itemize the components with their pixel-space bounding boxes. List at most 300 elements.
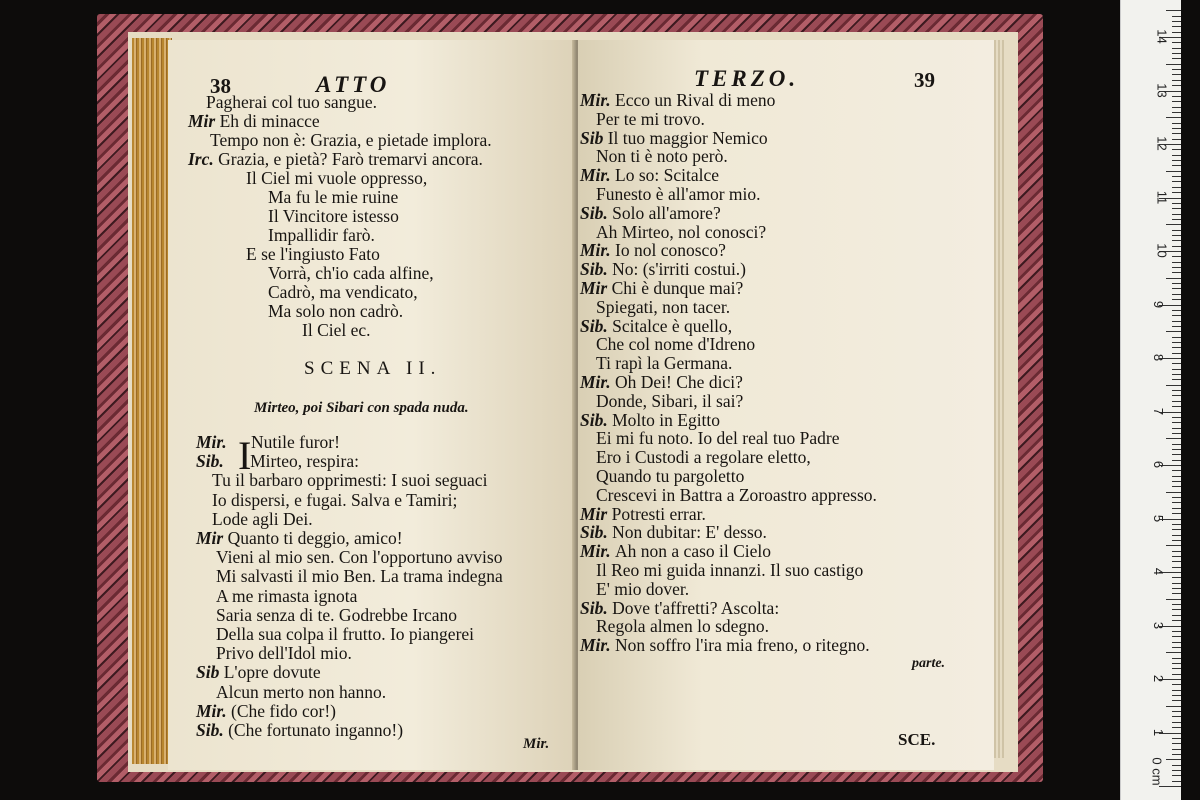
ruler-tick	[1172, 449, 1181, 450]
line-text: Il Ciel ec.	[302, 320, 371, 340]
ruler-tick	[1172, 272, 1181, 273]
verse-line	[580, 316, 732, 336]
drop-cap: I	[238, 433, 252, 478]
ruler-tick	[1172, 513, 1181, 514]
verse-line	[216, 605, 457, 625]
verse-line	[580, 259, 746, 279]
line-text: Spiegati, non tacer.	[596, 296, 731, 317]
verse-line	[246, 168, 427, 188]
speaker-label: Mir.	[580, 240, 616, 261]
speaker-label: Mir.	[580, 541, 616, 562]
ruler-tick	[1172, 123, 1181, 124]
ruler-tick	[1172, 53, 1181, 54]
ruler-label: 9	[1151, 300, 1167, 308]
ruler-tick	[1172, 267, 1181, 268]
line-text: Non soffro l'ira mia freno, o ritegno.	[615, 635, 870, 656]
verse-line	[596, 447, 811, 467]
verse-line	[302, 320, 371, 340]
line-text: Il Vincitore istesso	[268, 206, 399, 226]
line-text: Pagherai col tuo sangue.	[206, 92, 378, 112]
left-page	[168, 40, 576, 770]
verse-line	[196, 432, 340, 452]
line-text: Donde, Sibari, il sai?	[596, 390, 744, 411]
verse-line	[596, 391, 743, 411]
line-text: Della sua colpa il frutto. Io piangerei	[216, 624, 475, 644]
ruler-label: 14	[1154, 29, 1170, 44]
ruler-tick	[1172, 262, 1181, 263]
ruler-tick	[1172, 246, 1181, 247]
line-text: Ma fu le mie ruine	[268, 187, 399, 207]
line-text: Quanto ti deggio, amico!	[227, 528, 403, 548]
ruler-tick	[1172, 588, 1181, 589]
verse-line	[596, 428, 839, 448]
ruler-tick	[1172, 770, 1181, 771]
speaker-label: Sib	[196, 662, 224, 683]
exit-direction: parte.	[912, 656, 946, 671]
line-text: Ei mi fu noto. Io del real tuo Padre	[596, 428, 840, 449]
line-text: Non dubitar: E' desso.	[612, 522, 767, 543]
speaker-label: Sib.	[580, 522, 613, 543]
ruler-tick	[1172, 256, 1181, 257]
ruler-tick	[1172, 326, 1181, 327]
verse-line	[596, 485, 877, 505]
scene-title: SCENA II.	[304, 358, 442, 379]
ruler-tick	[1172, 722, 1181, 723]
speaker-label: Mir	[196, 528, 228, 548]
verse-line	[596, 466, 744, 486]
ruler-tick	[1172, 26, 1181, 27]
ruler-tick	[1166, 385, 1181, 386]
line-text: Per te mi trovo.	[596, 108, 705, 129]
verse-line	[596, 560, 863, 580]
ruler-tick	[1172, 727, 1181, 728]
ruler-tick	[1172, 155, 1181, 156]
ruler-tick	[1166, 171, 1181, 172]
ruler-tick	[1172, 85, 1181, 86]
ruler-tick	[1172, 775, 1181, 776]
ruler-label: 2	[1151, 674, 1167, 683]
verse-line	[268, 225, 375, 245]
ruler-tick	[1172, 406, 1181, 407]
ruler-tick	[1172, 192, 1181, 193]
verse-line	[580, 278, 743, 298]
speaker-label: Mir	[188, 111, 220, 131]
ruler-tick	[1172, 765, 1181, 766]
ruler-tick	[1172, 149, 1181, 150]
line-text: Mi salvasti il mio Ben. La trama indegna	[216, 566, 503, 587]
running-head: TERZO.	[694, 66, 800, 91]
ruler-tick	[1172, 524, 1181, 525]
verse-line	[596, 222, 766, 242]
ruler-tick	[1172, 283, 1181, 284]
verse-line	[596, 616, 769, 636]
ruler-tick	[1166, 599, 1181, 600]
ruler-tick	[1172, 16, 1181, 17]
ruler-tick	[1172, 390, 1181, 391]
ruler-label: 6	[1151, 460, 1167, 469]
line-text: Crescevi in Battra a Zoroastro appresso.	[596, 484, 877, 505]
ruler-tick	[1172, 96, 1181, 97]
ruler-tick	[1172, 535, 1181, 536]
verse-line	[580, 541, 771, 561]
ruler-tick	[1172, 160, 1181, 161]
verse-line	[580, 90, 775, 110]
verse-line	[580, 128, 768, 148]
ruler-tick	[1172, 219, 1181, 220]
line-text: Saria senza di te. Godrebbe Ircano	[216, 604, 458, 625]
line-text: Oh Dei! Che dici?	[615, 372, 743, 392]
ruler-tick	[1172, 631, 1181, 632]
line-text: Cadrò, ma vendicato,	[268, 282, 418, 302]
line-text: E se l'ingiusto Fato	[246, 244, 380, 264]
ruler-tick	[1172, 401, 1181, 402]
ruler-tick	[1172, 337, 1181, 338]
ruler-tick	[1166, 706, 1181, 707]
line-text: Tu il barbaro opprimesti: I suoi seguaci	[212, 470, 488, 491]
verse-line	[216, 586, 357, 606]
line-text: E' mio dover.	[596, 578, 690, 599]
ruler-tick	[1166, 331, 1181, 332]
ruler-tick	[1172, 754, 1181, 755]
ruler-tick	[1172, 540, 1181, 541]
line-text: No: (s'irriti costui.)	[612, 259, 747, 280]
ruler-tick	[1172, 69, 1181, 70]
verse-line	[580, 410, 720, 430]
ruler-tick	[1172, 700, 1181, 701]
verse-line	[196, 720, 403, 740]
measuring-ruler	[1120, 0, 1181, 800]
ruler-tick	[1172, 230, 1181, 231]
ruler-tick	[1172, 203, 1181, 204]
ruler-tick	[1172, 347, 1181, 348]
ruler-tick	[1172, 476, 1181, 477]
ruler-tick	[1172, 342, 1181, 343]
ruler-tick	[1172, 593, 1181, 594]
ruler-tick	[1166, 10, 1181, 11]
ruler-tick	[1172, 609, 1181, 610]
ruler-tick	[1166, 64, 1181, 65]
ruler-tick	[1172, 21, 1181, 22]
ruler-tick	[1172, 567, 1181, 568]
line-text: Chi è dunque mai?	[611, 278, 744, 298]
ruler-tick	[1166, 759, 1181, 760]
line-text: Funesto è all'amor mio.	[596, 184, 761, 204]
line-text: Non ti è noto però.	[596, 146, 728, 167]
verse-line	[216, 566, 503, 586]
line-text: Il Ciel mi vuole oppresso,	[246, 168, 428, 188]
verse-line	[268, 263, 434, 283]
ruler-tick	[1172, 481, 1181, 482]
verse-line	[212, 490, 457, 510]
ruler-tick	[1172, 690, 1181, 691]
ruler-tick	[1172, 781, 1181, 782]
page-number: 38	[210, 74, 231, 98]
ruler-tick	[1172, 299, 1181, 300]
verse-line	[580, 635, 870, 655]
ruler-tick	[1172, 321, 1181, 322]
line-text: Grazia, e pietà? Farò tremarvi ancora.	[218, 149, 483, 169]
verse-line	[216, 624, 474, 644]
verse-line	[596, 297, 730, 317]
verse-line	[196, 528, 403, 548]
ruler-tick	[1172, 577, 1181, 578]
ruler-tick	[1172, 422, 1181, 423]
speaker-label: Mir.	[580, 165, 616, 186]
speaker-label: Mir.	[580, 372, 616, 392]
ruler-tick	[1172, 240, 1181, 241]
line-text: Io nol conosco?	[615, 240, 726, 261]
line-text: Molto in Egitto	[612, 409, 721, 430]
ruler-label: 12	[1154, 136, 1170, 151]
ruler-tick	[1172, 658, 1181, 659]
ruler-tick	[1172, 369, 1181, 370]
line-text: Ah non a caso il Cielo	[615, 541, 772, 562]
line-text: Quando tu pargoletto	[596, 466, 745, 486]
verse-line	[580, 504, 706, 524]
ruler-tick	[1172, 743, 1181, 744]
verse-line	[580, 598, 779, 618]
ruler-tick	[1172, 508, 1181, 509]
ruler-tick	[1172, 133, 1181, 134]
ruler-label: 8	[1151, 353, 1167, 362]
line-text: Privo dell'Idol mio.	[216, 643, 352, 664]
line-text: Ero i Custodi a regolare eletto,	[596, 447, 811, 468]
line-text: (Che fortunato inganno!)	[228, 720, 404, 740]
verse-line	[596, 146, 728, 166]
speaker-label: Mir	[580, 503, 612, 524]
ruler-tick	[1172, 288, 1181, 289]
ruler-tick	[1172, 454, 1181, 455]
ruler-label: 10	[1154, 243, 1170, 258]
ruler-tick	[1172, 551, 1181, 552]
verse-line	[196, 662, 321, 682]
line-text: Alcun merto non hanno.	[216, 681, 387, 702]
ruler-tick	[1172, 214, 1181, 215]
ruler-tick	[1172, 379, 1181, 380]
verse-line	[216, 643, 352, 663]
ruler-tick	[1172, 176, 1181, 177]
line-text: A me rimasta ignota	[216, 585, 358, 606]
ruler-tick	[1172, 497, 1181, 498]
line-text: Nutile furor!	[251, 432, 340, 452]
line-text: Scitalce è quello,	[612, 315, 733, 336]
ruler-tick	[1172, 604, 1181, 605]
page-number: 39	[914, 68, 935, 92]
ruler-label: 4	[1151, 567, 1167, 576]
ruler-tick	[1172, 663, 1181, 664]
verse-line	[188, 111, 320, 131]
ruler-tick	[1172, 58, 1181, 59]
right-page	[578, 40, 994, 770]
ruler-label: 3	[1151, 621, 1167, 629]
ruler-tick	[1172, 695, 1181, 696]
line-text: Solo all'amore?	[612, 202, 721, 223]
verse-line	[268, 282, 418, 302]
verse-line	[580, 165, 719, 185]
ruler-tick	[1172, 433, 1181, 434]
ruler-tick	[1172, 642, 1181, 643]
verse-line	[268, 187, 398, 207]
ruler-tick	[1159, 786, 1181, 787]
ruler-tick	[1166, 117, 1181, 118]
ruler-tick	[1172, 460, 1181, 461]
ruler-tick	[1166, 438, 1181, 439]
line-text: Ah Mirteo, nol conosci?	[596, 221, 767, 242]
speaker-label: Sib.	[580, 259, 613, 280]
catchword: Mir.	[523, 736, 550, 752]
ruler-tick	[1166, 652, 1181, 653]
verse-line	[212, 470, 487, 490]
running-head: ATTO	[316, 72, 391, 97]
ruler-tick	[1172, 139, 1181, 140]
ruler-tick	[1172, 486, 1181, 487]
ruler-tick	[1172, 716, 1181, 717]
ruler-tick	[1172, 374, 1181, 375]
verse-line	[580, 372, 743, 392]
ruler-tick	[1166, 224, 1181, 225]
line-text: (Che fido cor!)	[231, 700, 336, 721]
ruler-tick	[1172, 684, 1181, 685]
speaker-label: Sib.	[580, 315, 613, 336]
ruler-tick	[1172, 395, 1181, 396]
ruler-tick	[1172, 636, 1181, 637]
verse-line	[580, 522, 767, 542]
ruler-label: 1	[1151, 728, 1167, 736]
verse-line	[580, 240, 726, 260]
verse-line	[580, 203, 721, 223]
line-text: Il tuo maggior Nemico	[607, 127, 768, 148]
ruler-tick	[1172, 711, 1181, 712]
ruler-tick	[1172, 48, 1181, 49]
line-text: Impallidir farò.	[268, 225, 375, 245]
verse-line	[206, 92, 377, 112]
ruler-tick	[1172, 470, 1181, 471]
ruler-tick	[1172, 128, 1181, 129]
line-text: Lode agli Dei.	[212, 508, 313, 529]
verse-line	[196, 451, 359, 471]
ruler-label: 5	[1151, 514, 1167, 522]
line-text: Lo so: Scitalce	[615, 165, 720, 186]
line-text: Potresti errar.	[611, 503, 706, 524]
speaker-label: Mir.	[580, 635, 616, 656]
ruler-tick	[1172, 208, 1181, 209]
verse-line	[196, 701, 336, 721]
ruler-label: 7	[1151, 407, 1167, 415]
left-page-edges	[132, 38, 172, 764]
line-text: Vorrà, ch'io cada alfine,	[268, 263, 434, 283]
ruler-tick	[1172, 42, 1181, 43]
verse-line	[188, 149, 483, 169]
ruler-tick	[1172, 32, 1181, 33]
ruler-tick	[1172, 294, 1181, 295]
speaker-label: Sib	[580, 127, 608, 148]
ruler-tick	[1172, 674, 1181, 675]
line-text: Ma solo non cadrò.	[268, 301, 404, 321]
speaker-label: Sib.	[580, 409, 613, 430]
verse-line	[596, 109, 705, 129]
verse-line	[246, 244, 380, 264]
speaker-label: Mir	[580, 278, 612, 298]
ruler-tick	[1172, 181, 1181, 182]
speaker-label: Sib.	[196, 451, 229, 472]
speaker-label: Sib.	[580, 202, 613, 223]
ruler-tick	[1172, 583, 1181, 584]
ruler-tick	[1172, 187, 1181, 188]
ruler-tick	[1172, 615, 1181, 616]
ruler-tick	[1172, 353, 1181, 354]
ruler-label: 13	[1154, 82, 1170, 98]
ruler-tick	[1172, 315, 1181, 316]
line-text: Mirteo, respira:	[250, 451, 359, 472]
ruler-tick	[1172, 561, 1181, 562]
ruler-tick	[1172, 428, 1181, 429]
speaker-label: Mir.	[580, 90, 616, 110]
ruler-tick	[1172, 310, 1181, 311]
line-text: Ti rapì la Germana.	[596, 353, 733, 374]
verse-line	[268, 301, 403, 321]
line-text: Il Reo mi guida innanzi. Il suo castigo	[596, 560, 864, 580]
stage-direction: Mirteo, poi Sibari con spada nuda.	[254, 400, 469, 416]
ruler-tick	[1172, 112, 1181, 113]
line-text: Io dispersi, e fugai. Salva e Tamiri;	[212, 489, 458, 510]
ruler-tick	[1172, 444, 1181, 445]
ruler-tick	[1172, 502, 1181, 503]
verse-line	[596, 353, 732, 373]
ruler-tick	[1172, 749, 1181, 750]
verse-line	[216, 547, 502, 567]
line-text: Vieni al mio sen. Con l'opportuno avviso	[216, 547, 503, 568]
line-text: Tempo non è: Grazia, e pietade implora.	[210, 130, 492, 150]
verse-line	[212, 509, 313, 529]
ruler-tick	[1172, 235, 1181, 236]
line-text: Regola almen lo sdegno.	[596, 616, 770, 637]
verse-line	[210, 130, 492, 150]
speaker-label: Mir.	[196, 700, 232, 721]
speaker-label: Sib.	[196, 720, 229, 740]
ruler-tick	[1172, 647, 1181, 648]
ruler-tick	[1172, 363, 1181, 364]
ruler-tick	[1172, 738, 1181, 739]
ruler-tick	[1166, 492, 1181, 493]
line-text: Ecco un Rival di meno	[615, 90, 776, 110]
ruler-tick	[1172, 556, 1181, 557]
ruler-tick	[1172, 620, 1181, 621]
verse-line	[596, 579, 689, 599]
ruler-tick	[1172, 529, 1181, 530]
ruler-tick	[1172, 107, 1181, 108]
ruler-tick	[1172, 101, 1181, 102]
ruler-tick	[1172, 74, 1181, 75]
verse-line	[596, 334, 755, 354]
line-text: L'opre dovute	[223, 662, 321, 683]
speaker-label: Sib.	[580, 597, 613, 618]
ruler-tick	[1166, 545, 1181, 546]
ruler-tick	[1172, 417, 1181, 418]
ruler-tick	[1172, 668, 1181, 669]
catchword: SCE.	[898, 730, 936, 749]
speaker-label: Irc.	[188, 149, 219, 169]
line-text: Che col nome d'Idreno	[596, 334, 756, 355]
line-text: Eh di minacce	[219, 111, 320, 131]
ruler-label: 11	[1154, 190, 1170, 204]
verse-line	[596, 184, 761, 204]
ruler-tick	[1172, 165, 1181, 166]
verse-line	[268, 206, 399, 226]
ruler-label: 0 cm	[1149, 757, 1165, 786]
line-text: Dove t'affretti? Ascolta:	[612, 597, 780, 618]
verse-line	[216, 682, 386, 702]
speaker-label: Mir.	[196, 432, 232, 452]
